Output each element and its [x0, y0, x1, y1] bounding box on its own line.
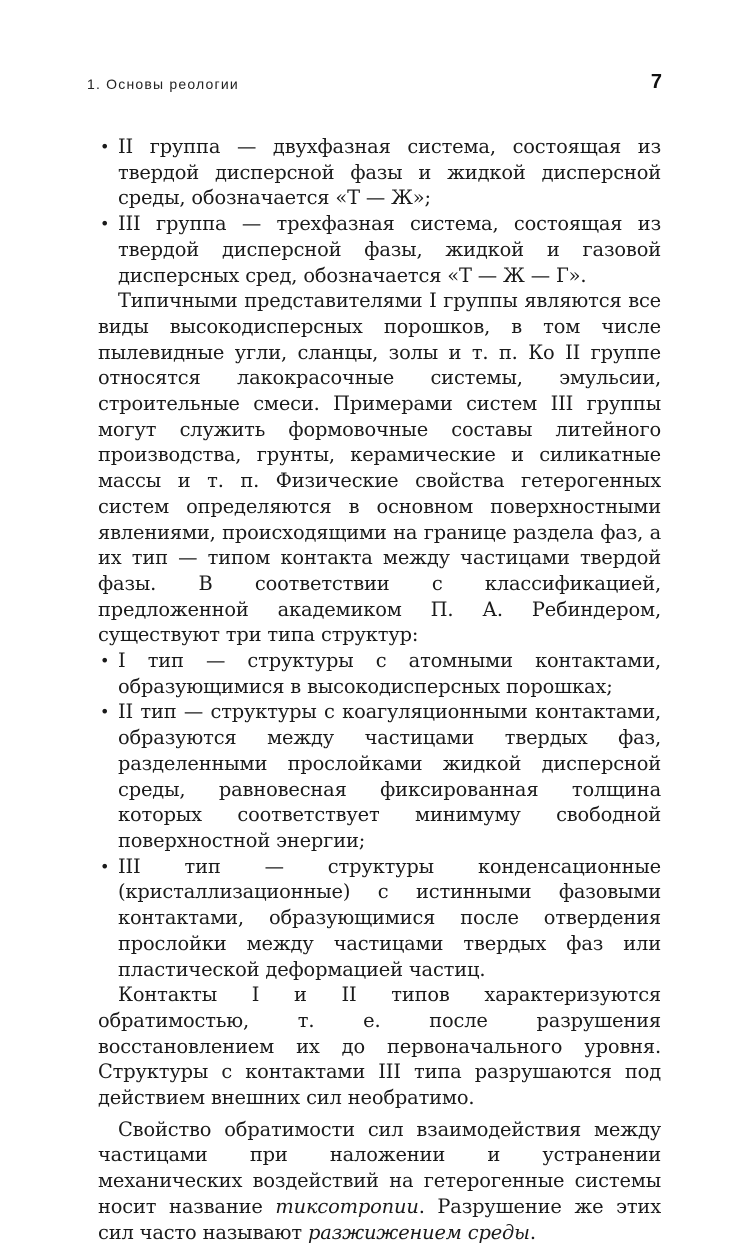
bullet-icon: •	[100, 137, 110, 156]
bullet-icon: •	[100, 214, 110, 234]
list-item	[98, 648, 661, 699]
term-liquefaction: разжижением среды	[307, 1220, 530, 1244]
list-item-text: I тип — структуры с атомными контактами, образующимися в высокодисперсных порошках;	[118, 649, 661, 698]
page-number: 7	[650, 71, 662, 93]
list-item-text: II группа — двухфазная система, состоящая из твердой дисперсной фазы и жидкой дисперсной среды, обозначается «Т — Ж»;	[118, 135, 661, 210]
list-item	[98, 134, 661, 211]
bullet-icon: •	[100, 702, 110, 722]
paragraph: Контакты I и II типов характеризуются обратимостью, т. е. после разрушения восстановлением их до первоначального уровня. Структуры с контактами III типа разрушаются под действием внешних сил необратимо.	[98, 983, 661, 1110]
structure-type-list	[98, 648, 661, 982]
bullet-icon: •	[100, 651, 110, 671]
list-item	[98, 699, 661, 853]
paragraph	[98, 1117, 661, 1245]
list-item-text: II тип — структуры с коагуляционными контактами, образуются между частицами твердых фаз, разделенными прослойками жидкой дисперсной среды, равновесная фиксированная толщина которых соответствует минимуму свободной поверхностной энергии;	[118, 700, 661, 852]
group-list	[98, 134, 661, 288]
term-thixotropy: тиксотропии	[275, 1194, 419, 1218]
bullet-icon: •	[100, 856, 110, 876]
list-item-text: III тип — структуры конденсационные (кристаллизационные) с истинными фазовыми контактами, образующимися после отвердения прослойки между частицами твердых фаз или пластической деформацией частиц.	[118, 854, 661, 981]
list-item	[98, 211, 661, 288]
list-item-text: III группа — трехфазная система, состоящая из твердой дисперсной фазы, жидкой и газовой дисперсных сред, обозначается «Т — Ж — Г».	[118, 212, 661, 287]
paragraph-text: Свойство обратимости сил взаимодействия между частицами при наложении и устранении механических воздействий на гетерогенные системы носит название	[98, 1117, 661, 1218]
paragraph-text: .	[529, 1220, 536, 1244]
paragraph-text: . Разрушение же этих сил часто называют	[98, 1194, 661, 1244]
paragraph: Типичными представителями I группы являются все виды высокодисперсных порошков, в том числе пылевидные угли, сланцы, золы и т. п. Ко II группе относятся лакокрасочные системы, эмульсии, строительные смеси. Примерами систем III группы могут служить формовочные составы литейного производства, грунты, керамические и силикатные массы и т. п. Физические свойства гетерогенных систем определяются в основном поверхностными явлениями, происходящими на границе раздела фаз, а их тип — типом контакта между частицами твердой фазы. В соответствии с классификацией, предложенной академиком П. А. Ребиндером, существуют три типа структур:	[98, 289, 661, 647]
running-head: 1. Основы реологии	[87, 76, 239, 92]
body-text	[98, 134, 661, 1245]
list-item	[98, 854, 661, 983]
